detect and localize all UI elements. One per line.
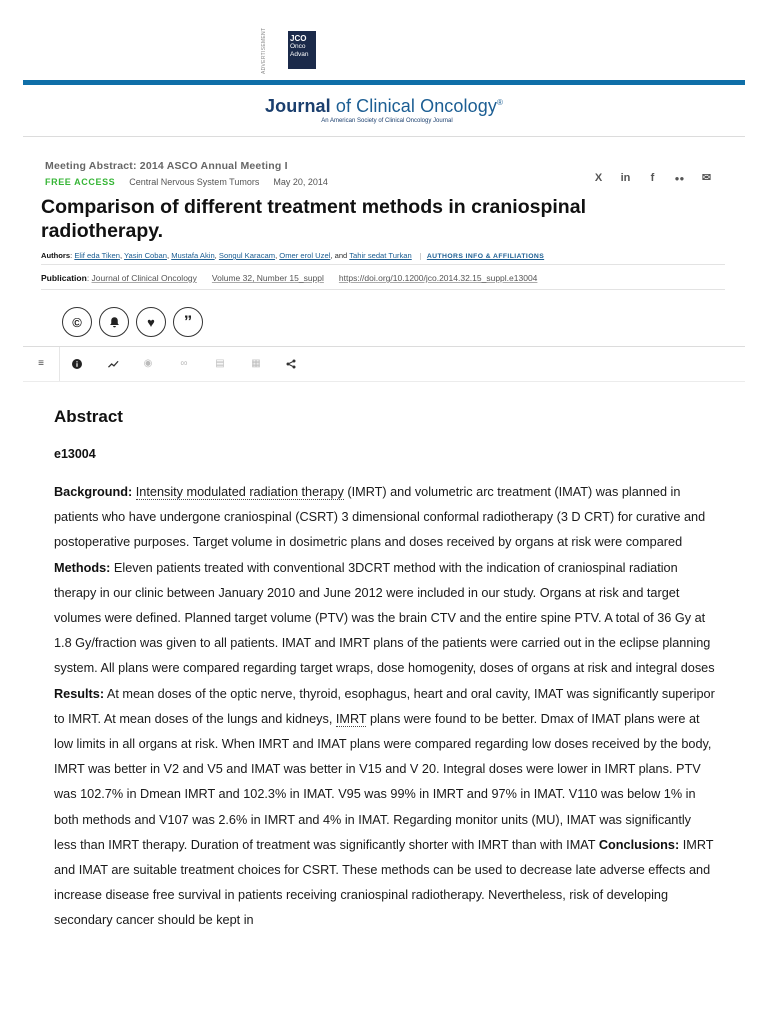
view-icon[interactable]: ◉ bbox=[143, 358, 153, 369]
advertisement-label: ADVERTISEMENT bbox=[261, 27, 267, 74]
authors-and: and bbox=[334, 251, 348, 260]
permissions-icon[interactable]: © bbox=[62, 307, 92, 337]
logo-subtitle: An American Society of Clinical Oncology Journal bbox=[321, 118, 453, 124]
background-text: (IMRT) and volumetric arc treatment (IMAT) was planned in patients who have undergone craniospinal (CSRT) 3 dimensional conformal radiotherapy (3 D CRT) for curative and postoperative purposes. Target volume in dosimetric plans and doses received by organs at risk were compared bbox=[54, 485, 706, 550]
methods-text: Eleven patients treated with conventional 3DCRT method with the indication of craniospinal radiation therapy in our clinic between January 2010 and June 2012 were included in our study. Organs at risk and target volumes were defined. Planned target volume (PTV) was the brain CTV and the entire spine PTV. A total of 36 Gy at 1.8 Gy/fraction was given to all patients. IMAT and IMRT plans of the patients were carried out in the eclipse planning system. All plans were compared regarding target wraps, dose homogenity, doses of organs at risk and integral doses bbox=[54, 560, 715, 676]
conclusions-label: Conclusions: bbox=[598, 837, 680, 852]
ad-brand-line: Onco bbox=[290, 43, 306, 50]
link-icon[interactable]: ∞ bbox=[180, 358, 188, 369]
authors-label: Authors bbox=[41, 251, 71, 260]
publication-label: Publication bbox=[41, 273, 87, 283]
author-link[interactable]: Tahir sedat Turkan bbox=[349, 251, 412, 260]
results-text: plans were found to be better. Dmax of IMAT plans were at low limits in all organs at risk. When IMRT and IMAT plans were compared regarding low doses received by the body, IMRT was better in V2 and V5 and IMAT was better in V15 and V 20. Integral doses were lower in IMRT plans. PTV was 102.7% in Dmean IMRT and 102.3% in IMAT. V95 was 99% in IMRT and 97% in IMAT. V110 was below 1% in both methods and V107 was 2.6% in IMRT and 4% in IMAT. Regarding monitor units (MU), IMAT was significantly less than IMRT therapy. Duration of treatment was significantly shorter with IMRT than with IMAT bbox=[54, 711, 712, 852]
publication-divider bbox=[41, 289, 725, 290]
background-label: Background: bbox=[54, 485, 133, 499]
results-label: Results: bbox=[54, 686, 105, 701]
author-link[interactable]: Mustafa Akin bbox=[171, 251, 215, 260]
conclusions-text: IMRT and IMAT are suitable treatment choices for CSRT. These methods can be used to decrease late adverse effects and increase disease free survival in patients receiving craniospinal radiotherapy. Nevertheless, risk of developing secondary cancer should be kept in bbox=[54, 837, 714, 928]
article-date: May 20, 2014 bbox=[273, 177, 328, 187]
toolbar-separator bbox=[59, 347, 60, 381]
glossary-term-link[interactable]: IMRT bbox=[335, 711, 367, 726]
results-text: At mean doses of the optic nerve, thyroid, esophagus, heart and oral cavity, IMAT was significantly superipor to IMRT. At mean doses of the lungs and kidneys, bbox=[54, 686, 715, 726]
logo-journal-word: Journal bbox=[265, 96, 331, 116]
meeting-abstract-label: Meeting Abstract: 2014 ASCO Annual Meeting I bbox=[45, 160, 288, 172]
abstract-code: e13004 bbox=[54, 447, 96, 461]
author-link[interactable]: Omer erol Uzel bbox=[279, 251, 331, 260]
header-accent-bar bbox=[23, 80, 745, 85]
figures-icon[interactable]: ▤ bbox=[215, 358, 225, 369]
methods-label: Methods: bbox=[54, 560, 111, 575]
wechat-icon[interactable]: ●● bbox=[674, 174, 685, 183]
logo-registered-mark: ® bbox=[496, 98, 503, 107]
article-meta-row bbox=[45, 177, 328, 187]
share-icon[interactable] bbox=[284, 357, 298, 371]
logo-journal-rest: of Clinical Oncology bbox=[330, 96, 497, 116]
ad-brand-line: JCO bbox=[290, 34, 307, 43]
email-icon[interactable]: ✉ bbox=[701, 172, 712, 184]
authors-line: Authors: Elif eda Tiken, Yasin Coban, Mustafa Akin, Songul Karacam, Omer erol Uzel, and Tahir sedat Turkan AUTHORS INFO & AFFILIATIONS bbox=[41, 251, 545, 260]
alert-bell-icon[interactable] bbox=[99, 307, 129, 337]
authors-divider bbox=[41, 264, 725, 265]
author-link[interactable]: Yasin Coban bbox=[124, 251, 167, 260]
author-link[interactable]: Songul Karacam bbox=[218, 251, 276, 260]
article-toolbar bbox=[23, 347, 745, 381]
article-title: Comparison of different treatment methods in craniospinal radiotherapy. bbox=[41, 196, 586, 242]
tables-icon[interactable]: ▦ bbox=[251, 358, 261, 369]
article-category: Central Nervous System Tumors bbox=[129, 177, 260, 187]
doi-link[interactable]: https://doi.org/10.1200/jco.2014.32.15_suppl.e13004 bbox=[338, 273, 538, 283]
facebook-icon[interactable]: f bbox=[650, 172, 655, 184]
header-divider bbox=[23, 136, 745, 137]
free-access-badge: FREE ACCESS bbox=[45, 177, 116, 187]
ad-brand-line: Advan bbox=[290, 51, 309, 58]
ad-banner[interactable] bbox=[288, 31, 316, 69]
publication-line: Publication: Journal of Clinical Oncology Volume 32, Number 15_suppl https://doi.org/10.1200/jco.2014.32.15_suppl.e13004 bbox=[41, 273, 538, 283]
linkedin-icon[interactable]: in bbox=[620, 172, 631, 184]
favorite-icon[interactable]: ♥ bbox=[136, 307, 166, 337]
list-icon[interactable]: ≡ bbox=[38, 358, 44, 369]
volume-link[interactable]: Volume 32, Number 15_suppl bbox=[211, 273, 324, 283]
glossary-term-link[interactable]: Intensity modulated radiation therapy bbox=[135, 485, 344, 499]
authors-affiliations-link[interactable]: AUTHORS INFO & AFFILIATIONS bbox=[420, 253, 544, 260]
abstract-body bbox=[54, 480, 716, 934]
author-link[interactable]: Elif eda Tiken bbox=[74, 251, 120, 260]
x-icon[interactable]: X bbox=[594, 172, 603, 184]
journal-logo[interactable] bbox=[0, 96, 768, 124]
metrics-icon[interactable] bbox=[106, 357, 120, 371]
article-actions bbox=[62, 307, 203, 337]
share-bar bbox=[591, 171, 714, 186]
abstract-heading: Abstract bbox=[54, 407, 123, 426]
publication-link[interactable]: Journal of Clinical Oncology bbox=[91, 273, 197, 283]
info-icon[interactable] bbox=[70, 357, 84, 371]
cite-icon[interactable]: ” bbox=[173, 307, 203, 337]
toolbar-bottom-divider bbox=[23, 381, 745, 382]
